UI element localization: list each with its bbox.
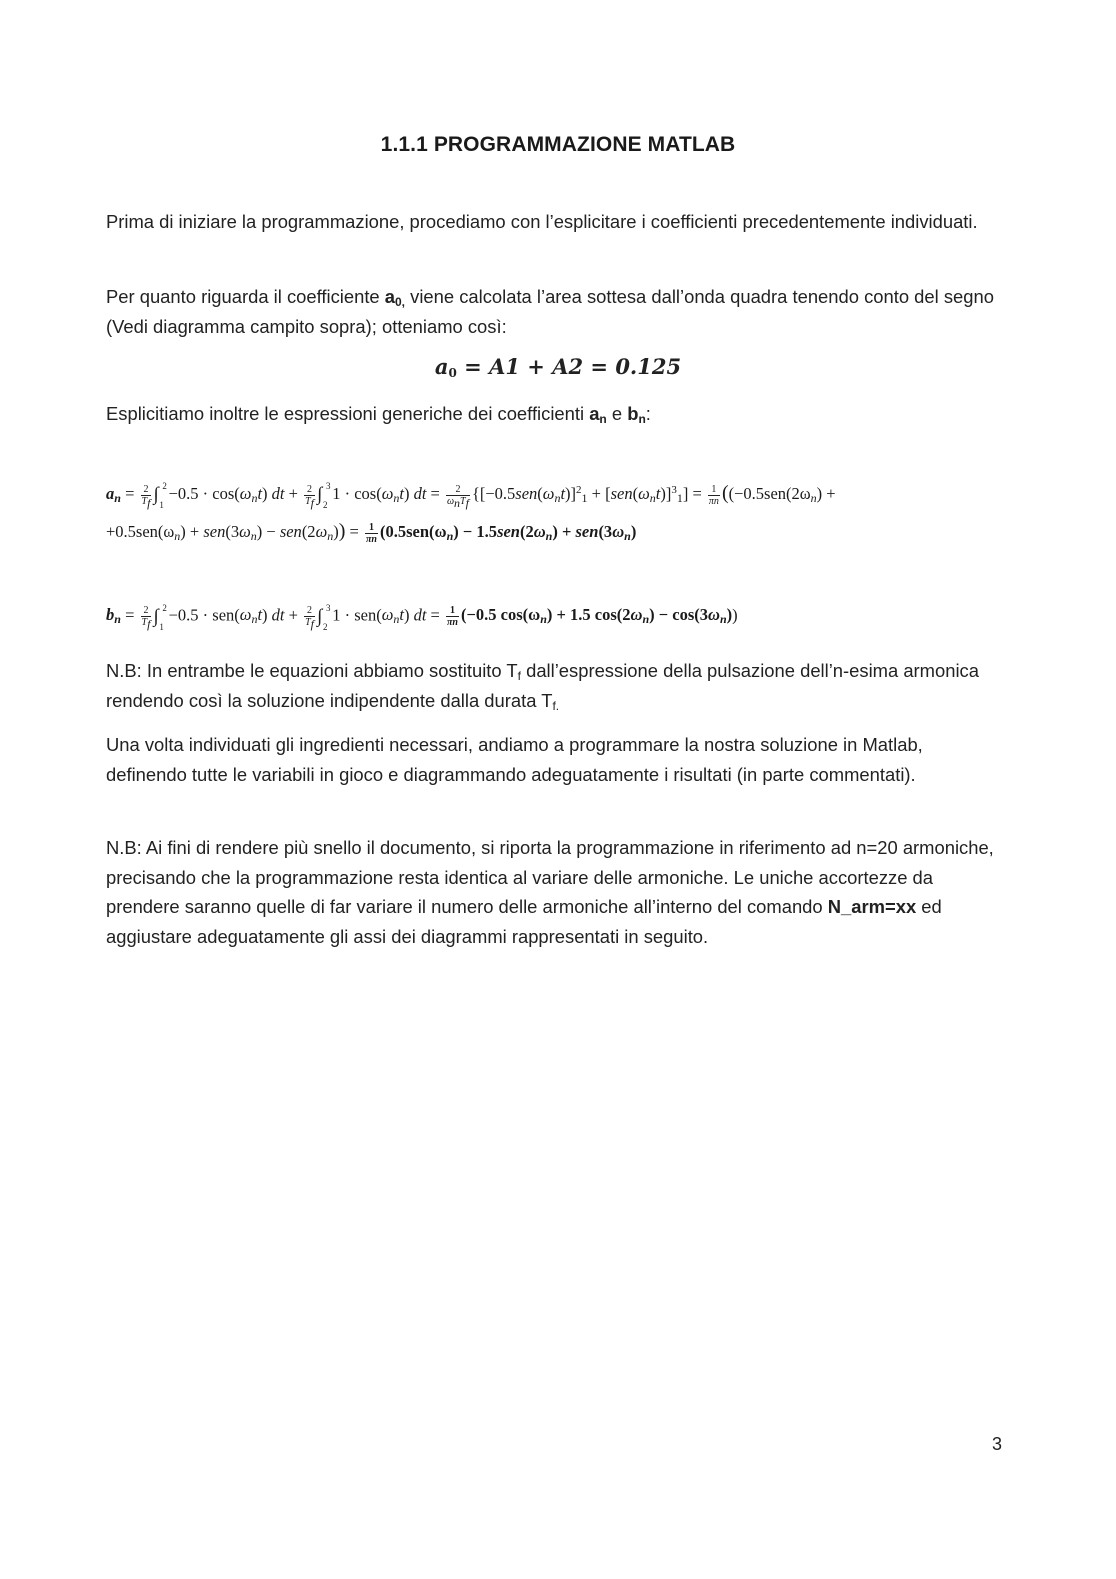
a0-text-after: viene calcolata l’area sottesa dall’onda quadra tenendo conto del segno (Vedi diagramma campito sopra); otteniamo così: [106,286,994,337]
a0-text-before: Per quanto riguarda il coefficiente [106,286,385,307]
intro-paragraph [106,207,1006,237]
an-formula-line2: $+0.5sen(\omega_n) + sen(3\omega_n) - sen(2\omega_n)$) = $\frac{1}{\pi n}$ ($0.5sen(\omega_n) - 1.5sen(2\omega_n) + sen(3\omega_n)$ [106,520,637,545]
a0-paragraph [106,282,1006,341]
bn-result: (−0.5 $\cos(\omega_n) + 1.5$ $\cos(2\omega_n) - \cos(3\omega_n)$ [461,605,733,627]
n-arm-command: N_arm=xx [827,896,917,917]
explicit-paragraph: Esplicitiamo inoltre le espressioni generiche dei coefficienti $a_n$ e $b_n$: [106,403,651,426]
matlab-paragraph: Una volta individuati gli ingredienti necessari, andiamo a programmare la nostra soluzione in Matlab, definendo tutte le variabili in gioco e diagrammando adeguatamente i risultati (in parte commentati). [106,734,923,785]
section-heading: 1.1.1 PROGRAMMAZIONE MATLAB [380,133,736,156]
an-line1-end: (−0.5sen(2ω [728,484,811,503]
bn-formula: $b_n$ = $\frac{2}{T_f}$ ∫ 2 1 $-0.5 \cdot sen(\omega_nt)$ dt + $\frac{2}{T_f}$ ∫ 3 2 $1 \cdot sen(\omega_nt)$ dt = $\frac{1}{\pi n}$ (−0.5 $\cos(\omega_n) + 1.5$ $\cos(2\omega_n) - \cos(3\omega_n)$) [106,602,738,632]
nb1-paragraph: N.B: In entrambe le equazioni abbiamo sostituito $T_f$ dall’espressione della pulsazione dell’n-esima armonica rendendo così la soluzione indipendente dalla durata $T_{f.}$ [106,660,979,713]
page-number: 3 [991,1434,1002,1454]
a0-coef: $a_{0,}$ [384,286,406,309]
nb2-paragraph: N.B: Ai fini di rendere più snello il documento, si riporta la programmazione in riferimento ad n=20 armoniche, precisando che la programmazione resta identica al variare delle armoniche. Le uniche accortezze da prendere saranno quelle di far variare il numero delle armoniche all’interno del comando N_arm=xx ed aggiustare adeguatamente gli assi dei diagrammi rappresentati in seguito. [106,837,994,947]
an-formula-line1: $a_n$ = $\frac{2}{T_f}$ ∫ 2 1 $-0.5 \cdot \cos(\omega_nt)$ dt + $\frac{2}{T_f}$ ∫ 3 2 $1 \cdot \cos(\omega_nt)$ dt = $\frac{2}{\omega_nT_f}$ $\{[-0.5sen(\omega_nt)]^2_1 + [sen(\omega_nt)]^3_1]$ = $\frac{1}{\pi n}$ (($-0.5sen(2\omega_n)$ + [106,481,836,511]
intro-text: Prima di iniziare la programmazione, procediamo con l’esplicitare i coefficienti precedentemente individuati. [106,211,978,232]
a0-equation: $a_0 = A1 + A2 = 0.125$ [434,354,682,380]
an-result: ($0.5sen(\omega_n) - 1.5sen(2\omega_n) + sen(3\omega_n)$ [379,522,637,543]
